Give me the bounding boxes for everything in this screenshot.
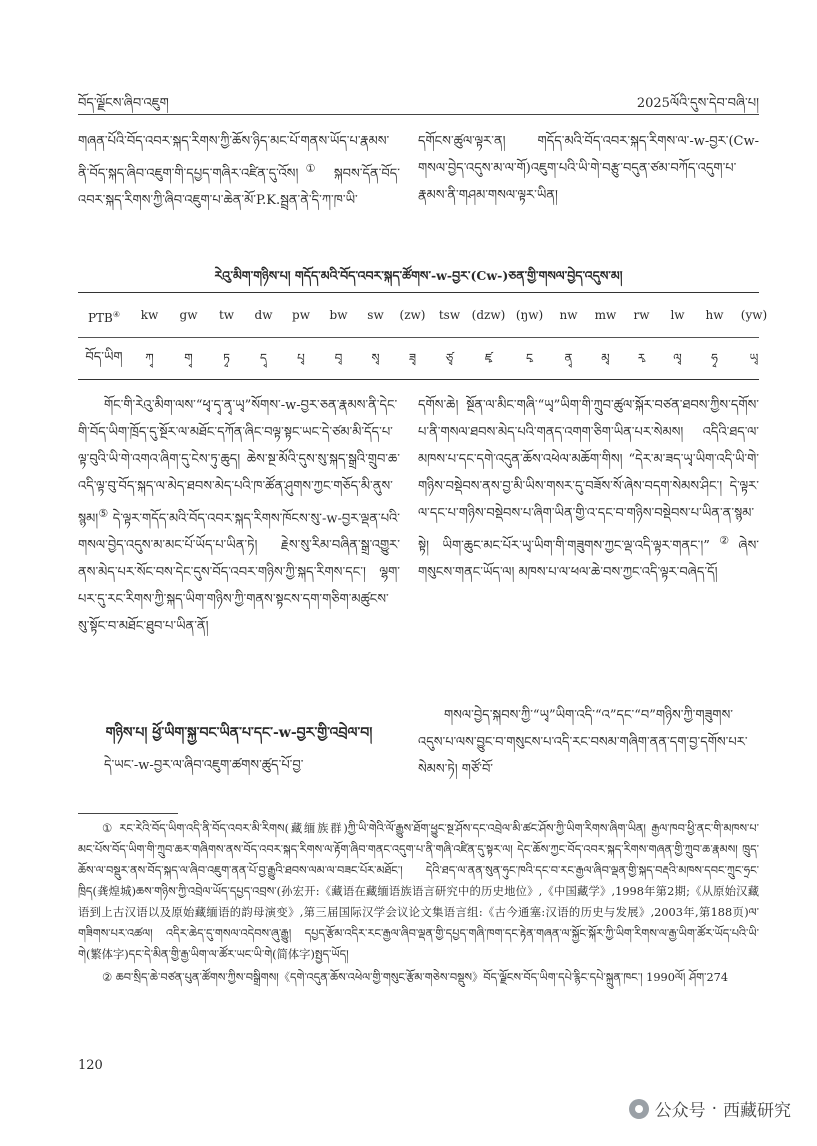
consonant-table — [78, 292, 768, 380]
tibetan-cell — [550, 338, 587, 378]
tibetan-cell-text: ངྭ — [526, 351, 533, 365]
top-left-text: གཞན་པོའི་བོད་འབར་སྐད་རིགས་ཀྱི་ཆོས་ཉིད་མང་པོ་གནས་ཡོད་པ་རྣམས་ནི་བོད་སྐད་ཞིབ་འཇུག་གི་དཔྱད་གཞིར་འཛིན་དུ་འོས། — [78, 134, 390, 182]
ptb-cell — [659, 295, 696, 335]
top-right-text: དགོངས་ཚུལ་ལྟར་ན། གདོད་མའི་བོད་འབར་སྐད་རིགས་ལ་-w-བྱར་(Cw-གསལ་བྱེད་འདུས་མ་ལ་གོ)འཇུག་པའི་ཡི་གེ་བརྩུ་བདུན་ཙམ་བཀོད་འདུག་པ་རྣམས་ནི་གཤམ་གསལ་ལྟར་ཡིན། — [418, 134, 759, 203]
tibetan-cell — [733, 338, 775, 378]
footnote-ref-5[interactable]: ⑤ — [98, 507, 109, 520]
running-header — [78, 88, 759, 110]
ptb-cell-text: gw — [179, 308, 198, 322]
table-row-ptb — [78, 295, 768, 335]
ptb-cell-text: sw — [367, 308, 384, 322]
ptb-cell-text: nw — [559, 308, 578, 322]
watermark-account-label: 公众号 — [654, 1101, 706, 1121]
tibetan-cell — [659, 338, 696, 378]
ptb-cell — [509, 295, 550, 335]
main-left-column — [78, 392, 400, 702]
top-left-text-tail: སྐབས་དོན་བོད་འབར་སྐད་རིགས་ཀྱི་ཞིབ་འཇུག་པ་ཆེན་མོ་P.K.སྦྲན་ནེ་དི་ཀ་ཁ་ཡི་ — [78, 166, 400, 209]
wechat-watermark — [629, 1096, 791, 1121]
tibetan-cell-text: མྭ — [601, 351, 610, 365]
ptb-cell — [587, 295, 624, 335]
tibetan-cell-text: གྭ — [184, 351, 193, 365]
watermark-name: 西藏研究 — [723, 1101, 791, 1121]
ptb-cell-text: PTB — [87, 311, 113, 325]
tibetan-cell — [78, 338, 130, 378]
section-heading: གཉིས་པ། ཕྱོ་ཡིག་སྐྱ་བང་ཡིན་པ་དང་-w-བྱར་གྱི་འབྲེལ་བ། — [105, 725, 373, 741]
watermark-separator: · — [711, 1098, 717, 1119]
footnote-2: ② ཆབ་སྲིད་ཆེ་བཙན་པུན་ཚོགས་ཀྱིས་བསྒྲིགས།《དགེ་འདུན་ཆོས་འཕེལ་གྱི་གསུང་རྩོམ་གཅེས་བསྡུས》བོད་ལྗོངས་བོད་ཡིག་དཔེ་རྙིང་དཔེ་སྐྲུན་ཁང་། 1990ལོ། ཤོག་274 — [102, 971, 729, 984]
tibetan-cell-text: བྭ — [334, 351, 343, 365]
tibetan-cell — [509, 338, 550, 378]
tibetan-cell-text: ཟྭ — [408, 351, 417, 365]
body-right-para: དགོས་ཆེ། སྔོན་ལ་མིང་གཞི་“ཡྭ”ཡིག་གི་ཀྲུབ་ཚུལ་སྐོར་བཙན་ཐབས་ཀྱིས་དགོས་པ་ནི་གསལ་ཐབས་མེད་པའི་གནད་འགག་ཅིག་ཡིན་པར་སེམས། འདིའི་ཐད་ལ་མཁས་པ་དང་དགེ་འདུན་ཆོས་འཕེལ་མཆོག་གིས། “དེར་མ་ཟད་ཡྭ་ཡིག་འདི་ཡི་གེ་གཉིས་བསྡེབས་ནས་བྱ་མི་ཡིས་གསར་དུ་བཟོས་སོ་ཞེས་བདག་སེམས་ཤིང་། དེ་ལྟར་ལ་དང་པ་གཉིས་བསྡེབས་པ་ཞིག་ཡིན་གྱི་འ་དང་བ་གཉིས་བསྡེབས་པ་ཡིན་ན་སྙམ་སྟེ། ཡིག་ཆུང་མང་པོར་ཡྭ་ཡིག་གི་གཟུགས་ཀྱང་ལྡ་འདི་ལྟར་གནང་།” — [418, 398, 759, 554]
ptb-cell — [696, 295, 733, 335]
ptb-cell-text: (dzw) — [471, 308, 506, 322]
ptb-cell-text: bw — [329, 308, 348, 322]
ptb-cell — [468, 295, 509, 335]
wechat-account-icon — [629, 1099, 649, 1119]
tibetan-cell — [320, 338, 357, 378]
ptb-cell — [624, 295, 659, 335]
ptb-cell — [245, 295, 282, 335]
tibetan-cell-text: དྭ — [260, 351, 267, 365]
tibetan-cell-text: ཀྭ — [145, 351, 154, 365]
tibetan-cell — [169, 338, 208, 378]
ptb-cell — [78, 295, 130, 335]
footnote-ref-2[interactable]: ② — [709, 534, 739, 547]
table-row-tibetan — [78, 337, 759, 378]
footnotes — [78, 818, 759, 990]
tibetan-cell — [431, 338, 468, 378]
ptb-cell-text: rw — [633, 308, 650, 322]
tibetan-cell-text: བོད་ཡིག — [85, 350, 123, 365]
footnote-ref-4[interactable]: ④ — [112, 310, 121, 319]
header-rule — [78, 114, 759, 115]
tibetan-cell — [130, 338, 169, 378]
ptb-cell-text: tsw — [438, 308, 461, 322]
tibetan-cell — [696, 338, 733, 378]
tibetan-cell-text: ལྭ — [673, 351, 682, 365]
tibetan-cell — [468, 338, 509, 378]
ptb-cell-text: kw — [140, 308, 159, 322]
tibetan-cell-text: རྭ — [637, 351, 646, 365]
table-caption: རེའུ་མིག་གཉིས་པ། གདོད་མའི་བོད་འབར་སྐད་ཚོགས་-w-བྱར་(Cw-)ཅན་གྱི་གསལ་བྱེད་འདུས་མ། — [214, 268, 623, 283]
tibetan-cell-text: སྭ — [371, 351, 380, 365]
ptb-cell — [357, 295, 394, 335]
tibetan-cell — [357, 338, 394, 378]
tibetan-cell-text: ཏྭ — [223, 351, 230, 365]
tibetan-cell — [624, 338, 659, 378]
tibetan-cell — [245, 338, 282, 378]
tibetan-cell — [587, 338, 624, 378]
body-right-para-2: གསལ་བྱེད་སྐབས་ཀྱི་“ཡྭ”ཡིག་འདི་“འ”དང་“བ”གཉིས་ཀྱི་གཟུགས་འདུས་པ་ལས་བྱུང་བ་གསུངས་པ་འདི་རང་བསམ་གཞིག་ནན་དག་བྱ་དགོས་པར་སེམས་ཏེ། གཙོ་བོ་ — [418, 708, 748, 777]
issue-label: 2025ལོའི་དུས་དེབ་བཞི་པ། — [636, 96, 759, 111]
ptb-cell-text: lw — [670, 308, 685, 322]
right-column-end — [418, 702, 759, 786]
ptb-cell — [431, 295, 468, 335]
ptb-cell-text: tw — [218, 308, 235, 322]
ptb-cell — [208, 295, 245, 335]
journal-title: བོད་ལྗོངས་ཞིབ་འཇུག — [78, 96, 169, 111]
ptb-cell-text: dw — [254, 308, 273, 322]
tibetan-cell — [282, 338, 320, 378]
footnote-1: ① རང་རེའི་བོད་ཡིག་འདི་ནི་བོད་འབར་མི་རིགས(藏缅族群)ཀྱི་ཡི་གེའི་ལོ་རྒྱུས་ཐོག་ཕྱུང་སྔ་ཤོས་དང་འབྲེལ་མི་ཚང་ཤོས་ཀྱི་ཡིག་རིགས་ཞིག་ཡིན། རྒྱལ་ཁབ་ཕྱི་ནང་གི་མཁས་པ་མང་པོས་བོད་ཡིག་གི་ཀྲུབ་ཆར་གཞིགས་ནས་བོད་འབར་སྐད་རིགས་ལ་རྟོག་ཞིབ་གནང་འདུག་པ་ནི་གཞི་འཛིན་དུ་སྟར་ལ། དེང་ཆོས་ཀྱང་བོད་འབར་སྐད་རིགས་གཞན་གྱི་ཀྲུབ་ཆ་རྣམས། ཁྲུད་ཆོས་ལ་བསྡུར་ནས་བོད་སྐད་ལ་ཞིབ་འཇུག་ནན་པོ་བྱ་རྒྱུའི་ཐབས་ལམ་ལ་བཟང་པོར་མཐོང་། དེའི་ཐད་ལ་ནན་སུན་ཧུང་ཁའི་དང་བ་རང་རྒྱལ་ཞིབ་ལྡན་གྱི་སྐད་བརྡའི་མཁས་དབང་ཀྲུང་ཧྲང་ཁྲིད(龚煌城)ཆས་གཉིས་ཀྱི་འབྲེལ་ཡོད་དཔྱད་འབྲས་(孙宏开:《藏语在藏缅语族语言研究中的历史地位》,《中国藏学》,1998年第2期;《从原始汉藏语到上古汉语以及原始藏缅语的韵母演变》,第三届国际汉学会议论文集语言组:《古今通塞:汉语的历史与发展》,2003年,第188页)ལ་གཟིགས་པར་འཚལ། འདིར་ཆེད་དུ་གསལ་འདེབས་ཞུ་རྒྱུ། དཔྱད་རྩོམ་འདིར་རང་རྒྱལ་ཞིབ་ལྡན་གྱི་དཔྱད་གཞི་ཁག་དང་རྟེན་གཞན་ལ་སྐྱོང་སྐོར་ཀྱི་ཡིག་རིགས་ལ་རྒྱ་ཡིག་ཚོར་ཡོད་པའི་ཡི་གེ(繁体字)དང་དེ་མིན་གྱི་རྒྱ་ཡིག་ལ་ཚོར་ཡང་ཡི་གེ(简体字)སྤྱད་ཡོད། — [78, 822, 759, 961]
footnote-rule — [78, 813, 178, 814]
ptb-cell — [394, 295, 431, 335]
ptb-cell — [733, 295, 775, 335]
tibetan-cell — [394, 338, 431, 378]
body-right-para-tail: ཞེས་གསུངས་གནང་ཡོད་ལ། མཁས་པ་ལ་ཕལ་ཆེ་བས་ཀྱང་འདི་ལྟར་བཞེད་དོ། — [418, 538, 759, 581]
tibetan-cell-text: ཡྭ — [749, 351, 759, 365]
top-left-column — [78, 128, 400, 244]
ptb-cell-text: mw — [594, 308, 617, 322]
tibetan-cell-text: ཙྭ — [445, 351, 454, 365]
ptb-cell — [130, 295, 169, 335]
ptb-cell-text: pw — [292, 308, 310, 322]
ptb-cell — [169, 295, 208, 335]
main-right-column — [418, 392, 759, 702]
ptb-cell — [320, 295, 357, 335]
left-column-end — [78, 752, 400, 782]
tibetan-cell-text: ནྭ — [564, 351, 573, 365]
body-left-para-tail: དེ་ལྟར་གདོད་མའི་བོད་འབར་སྐད་རིགས་ཁོངས་སུ་-w-བྱར་ལྡན་པའི་གསལ་བྱེད་འདུས་མ་མང་པོ་ཡོད་པ་ཡིན་ཏེ། རྗེས་སུ་རིམ་བཞིན་སྒྲ་འགྱུར་ནས་མེད་པར་སོང་བས་དེང་དུས་བོད་འབར་གཉིས་ཀྱི་སྐད་རིགས་དང་། ལྷག་པར་དུ་རང་རིགས་ཀྱི་སྐད་ཡིག་གཉིས་ཀྱི་གནས་སྟངས་དག་གཅིག་མཚུངས་སུ་སྟོང་བ་མཐོང་ཐུབ་པ་ཡིན་ནོ། — [78, 511, 400, 635]
body-left-para-2: དེ་ཡང་-w-བྱར་ལ་ཞིབ་འཇུག་ཚགས་ཚུད་པོ་བྱ་ — [104, 758, 304, 773]
tibetan-cell-text: ཧྭ — [711, 351, 718, 365]
tibetan-cell — [208, 338, 245, 378]
ptb-cell-text: (zw) — [399, 308, 426, 322]
page-number: 120 — [78, 1058, 103, 1073]
ptb-cell-text: hw — [705, 308, 724, 322]
tibetan-cell-text: པྭ — [297, 351, 305, 365]
footnote-ref-1[interactable]: ① — [298, 162, 323, 175]
tibetan-cell-text: ཛྭ — [484, 351, 493, 365]
ptb-cell — [550, 295, 587, 335]
ptb-cell-text: (ŋw) — [515, 308, 544, 322]
top-right-column — [418, 128, 759, 244]
ptb-cell-text: (yw) — [740, 308, 768, 322]
body-left-para: གོང་གི་རེའུ་མིག་ལས་“ཕྭ་དྭ་ནྭ་ཡྭ”སོགས་-w-བྱར་ཅན་རྣམས་ནི་དེང་གི་བོད་ཡིག་ཁྲོད་དུ་སྔོར་ལ་མཐོང་དཀོན་ཞིང་བལྟ་སྟང་ཡང་དེ་ཙམ་མི་དོད་པ་ལྟ་བུའི་ཡི་གེ་འགའ་ཞིག་དུ་ངེས་ཏུ་ཆུད། ཆེས་སྔ་མོའི་དུས་སུ་སྐད་སྒྲའི་གྲུབ་ཆ་འདི་ལྟ་བུ་བོད་སྐད་ལ་མེད་ཐབས་མེད་པའི་ཁ་ཚོན་ཤུགས་ཀྱང་གཅོད་མི་ནུས་སྙམ། — [78, 398, 400, 527]
ptb-cell — [282, 295, 320, 335]
